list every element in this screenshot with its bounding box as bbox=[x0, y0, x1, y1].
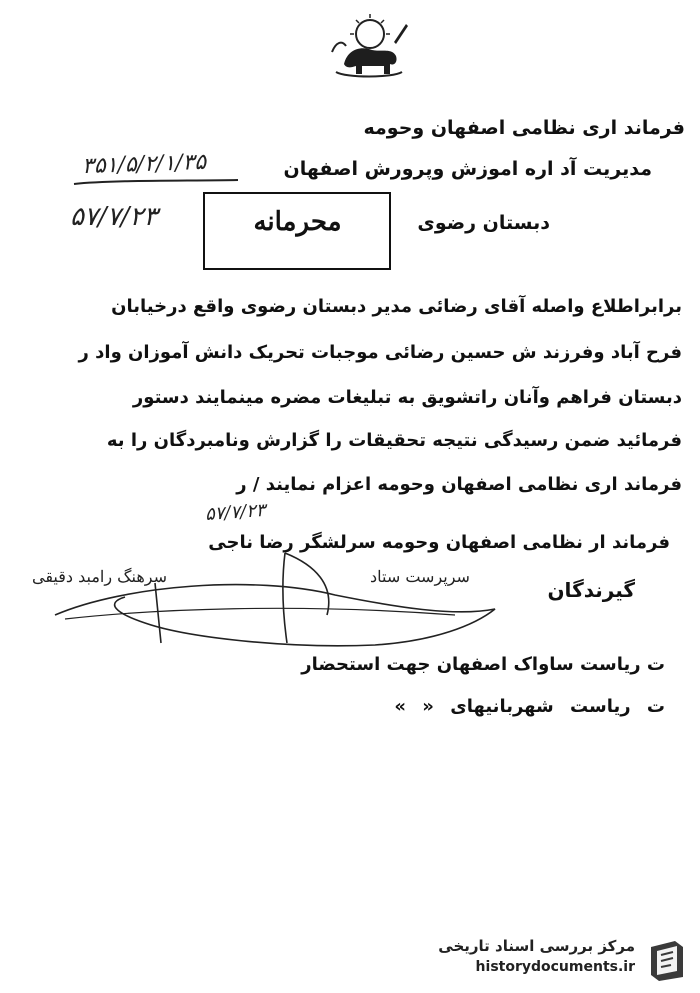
recipient-police: ت ریاست شهربانیهای « » bbox=[394, 696, 665, 717]
handwritten-margin-date: ۵۷/۷/۲۳ bbox=[204, 499, 267, 526]
recipient-savak: ت ریاست ساواک اصفهان جهت استحضار bbox=[301, 654, 665, 675]
watermark-title: مرکز بررسی اسناد تاریخی bbox=[438, 937, 635, 955]
watermark bbox=[425, 935, 695, 985]
recipients-heading: گیرندگان bbox=[547, 578, 635, 602]
body-line-5: فرماند اری نظامی اصفهان وحومه اعزام نمایند / ر bbox=[236, 474, 682, 495]
reference-underline bbox=[72, 178, 240, 186]
body-line-1: برابراطلاع واصله آقای رضائی مدیر دبستان رضوی واقع درخیابان bbox=[111, 296, 682, 317]
archive-logo-icon bbox=[643, 937, 691, 983]
lion-and-sun-emblem bbox=[322, 12, 414, 84]
staff-role: سرپرست ستاد bbox=[370, 567, 470, 586]
addressee-military-governor: فرماند اری نظامی اصفهان وحومه bbox=[363, 117, 685, 139]
body-line-4: فرمائید ضمن رسیدگی نتیجه تحقیقات را گزارش ونامبردگان را به bbox=[106, 430, 682, 451]
addressee-education-office: مدیریت آد اره اموزش وپرورش اصفهان bbox=[283, 158, 652, 180]
handwritten-reference-date: ۵۷/۷/۲۳ bbox=[70, 202, 158, 232]
confidential-stamp: محرمانه bbox=[253, 207, 342, 237]
watermark-url: historydocuments.ir bbox=[475, 959, 635, 975]
staff-name: سرهنگ رامبد دقیقی bbox=[32, 567, 167, 586]
handwritten-signature bbox=[35, 545, 505, 655]
body-line-3: دبستان فراهم وآنان راتشویق به تبلیغات مضره مینمایند دستور bbox=[132, 387, 682, 408]
body-line-2: فرح آباد وفرزند ش حسین رضائی موجبات تحریک دانش آموزان واد ر bbox=[78, 342, 682, 363]
addressee-school: دبستان رضوی bbox=[417, 212, 550, 234]
handwritten-reference-top: ۳۵۱/۵/۲/۱/۳۵ bbox=[81, 149, 207, 180]
signatory-title: فرماند ار نظامی اصفهان وحومه سرلشگر رضا ناجی bbox=[208, 532, 670, 553]
